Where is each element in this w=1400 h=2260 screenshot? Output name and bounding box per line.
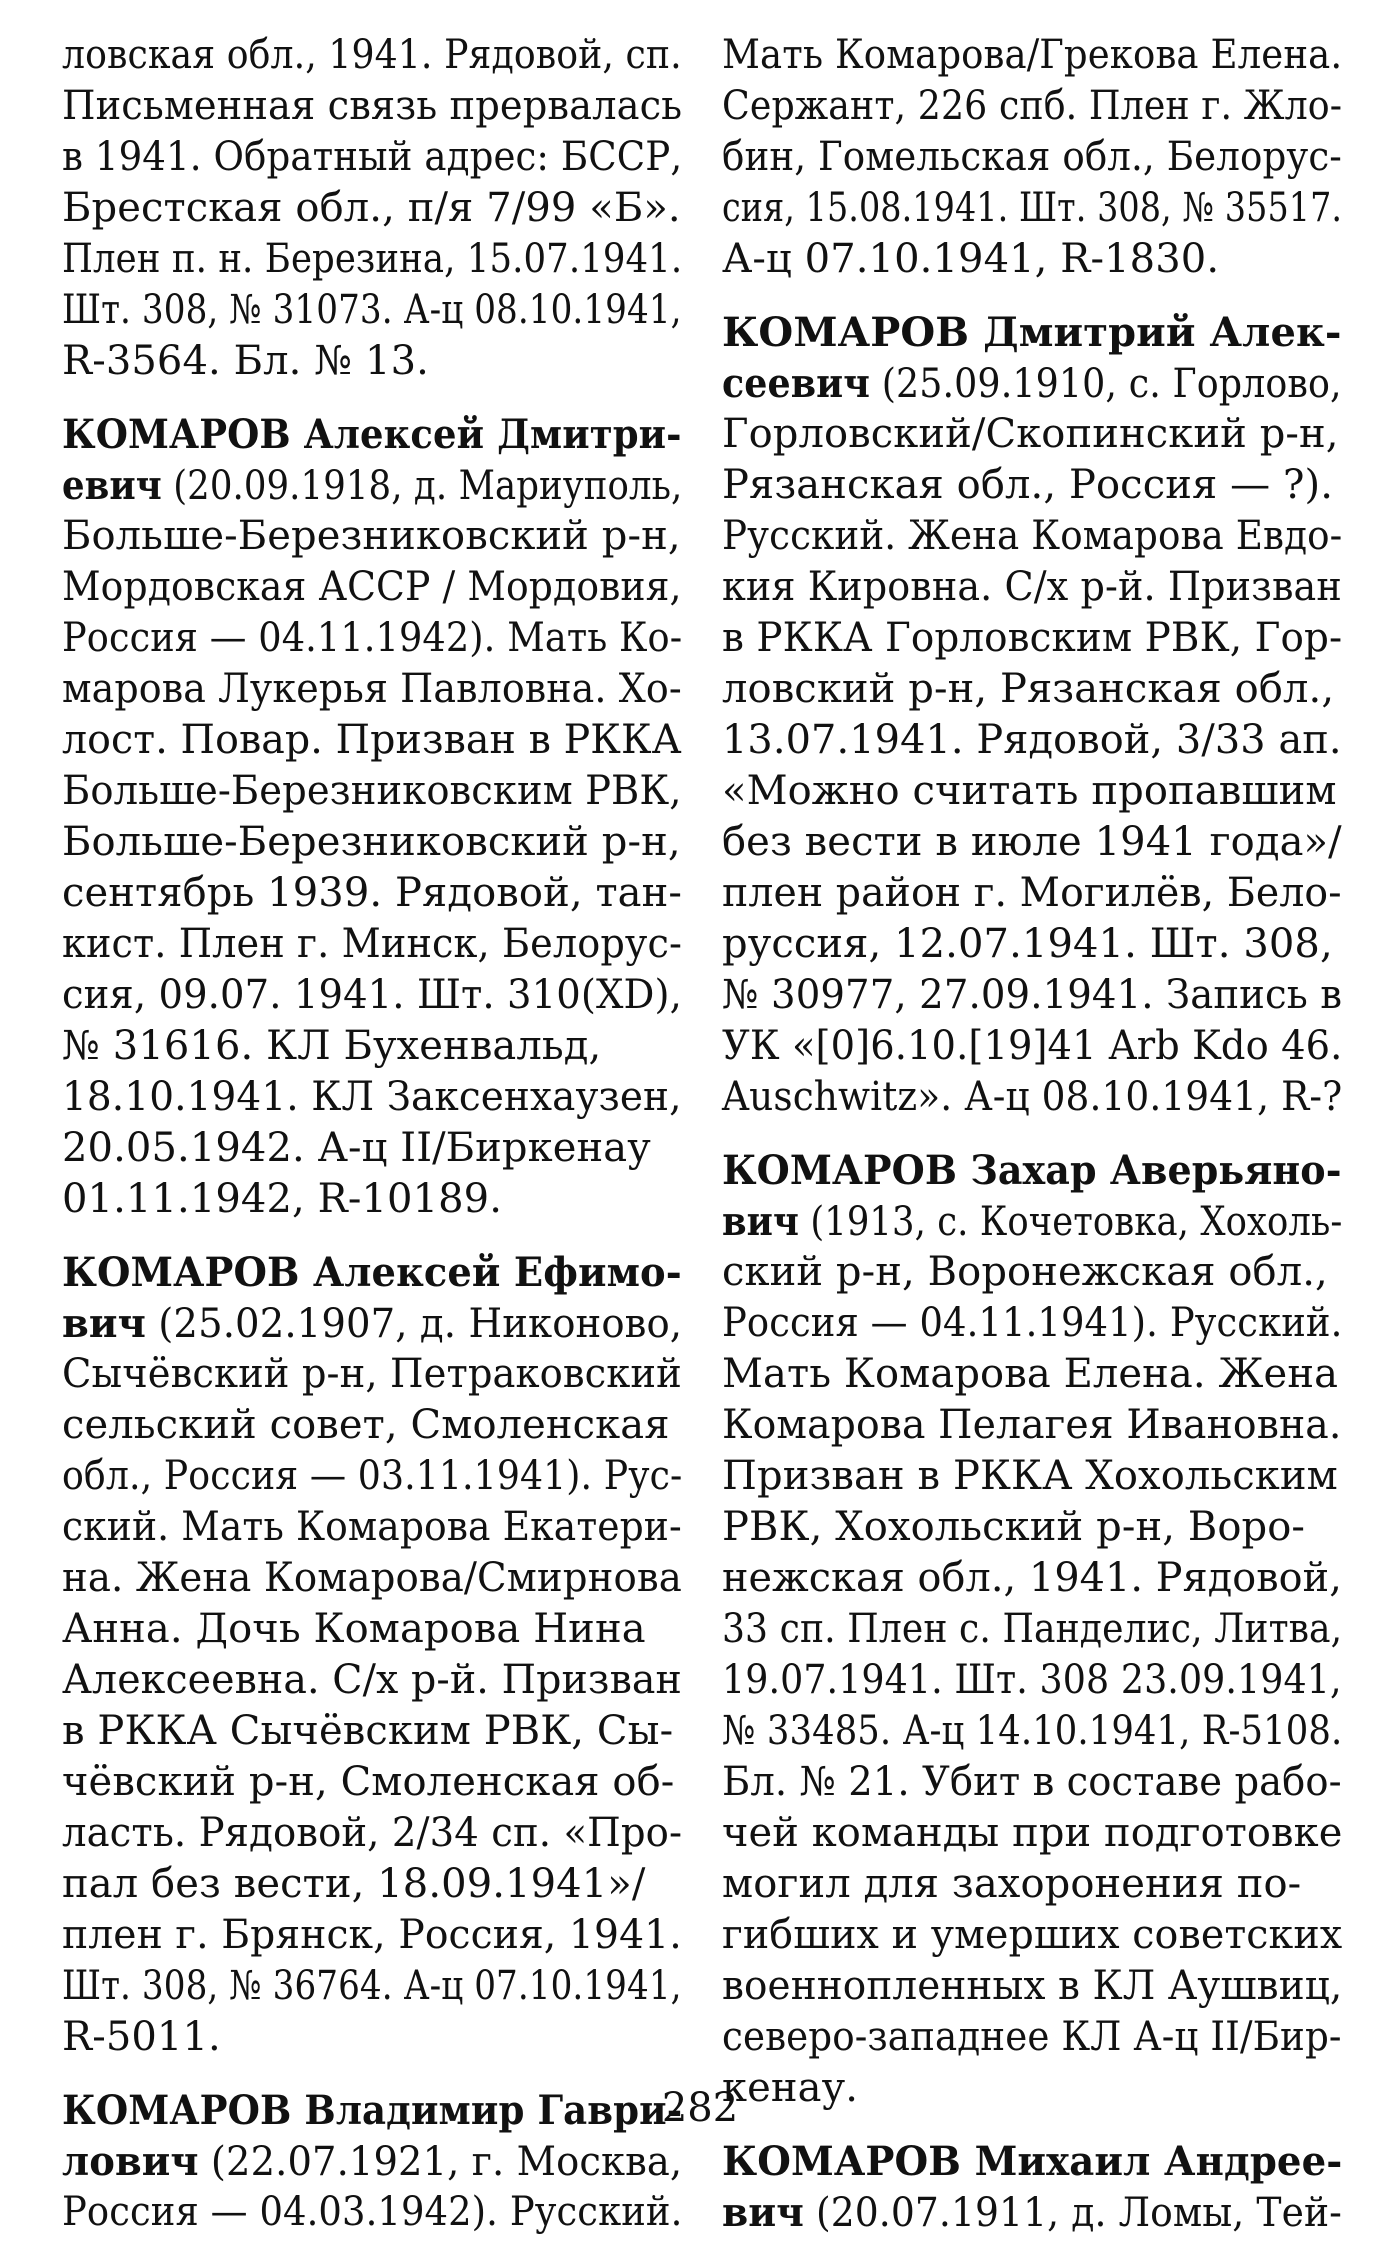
text-line (62, 970, 682, 1021)
entry-text: плен г. Брянск, Россия, 1941. (62, 1912, 682, 1958)
entry-text: ский. Мать Комарова Екатери- (62, 1504, 682, 1550)
entry-text: Мать Комарова/Грекова Елена. (722, 32, 1343, 78)
entry-text: Россия — 04.03.1942). Русский. (62, 2189, 683, 2235)
text-line (722, 1349, 1342, 1400)
entry-text: (20.09.1918, д. Мариуполь, (161, 463, 683, 509)
text-line (62, 1655, 682, 1706)
entry-heading: лович (62, 2138, 199, 2185)
text-line (62, 285, 682, 336)
entry-text: сентябрь 1939. Рядовой, тан- (62, 870, 683, 916)
text-line (62, 1298, 683, 1349)
entry-text: (20.07.1911, д. Ломы, Тей- (803, 2190, 1342, 2236)
biography-entry (62, 1247, 682, 2063)
entry-text: Больше-Березниковский р-н, (62, 819, 681, 865)
entry-text: сия, 09.07. 1941. Шт. 310(XD), (62, 972, 682, 1018)
entry-heading: КОМАРОВ Дмитрий Алек- (722, 309, 1342, 356)
text-line (62, 1961, 682, 2012)
text-line (722, 1859, 1342, 1910)
entry-text: 01.11.1942, R-10189. (62, 1176, 503, 1222)
text-line (722, 1604, 1343, 1655)
biography-entry (722, 307, 1342, 1123)
text-line (62, 1072, 682, 1123)
text-line (722, 1400, 1342, 1451)
entry-text: «Можно считать пропавшим (722, 768, 1337, 814)
entry-text: без вести в июле 1941 года»/ (722, 819, 1342, 865)
text-line (722, 715, 1342, 766)
entry-text: (22.07.1921, г. Москва, (198, 2139, 683, 2185)
entry-text: кия Кировна. С/х р-й. Призван (722, 564, 1342, 610)
entry-text: на. Жена Комарова/Смирнова (62, 1555, 682, 1601)
entry-heading: КОМАРОВ Владимир Гаври- (62, 2087, 683, 2134)
text-line (722, 409, 1342, 460)
text-line (62, 1859, 682, 1910)
text-line (62, 817, 682, 868)
entry-text: А-ц 07.10.1941, R-1830. (722, 236, 1220, 282)
entry-text: Алексеевна. С/х р-й. Призван (62, 1657, 682, 1703)
text-line (722, 1298, 1343, 1349)
entry-text: Сычёвский р-н, Петраковский (62, 1351, 682, 1397)
text-line (722, 81, 1343, 132)
biography-entry (62, 409, 682, 1225)
entry-text: чей команды при подготовке (722, 1810, 1343, 1856)
text-line (722, 234, 1342, 285)
entry-heading: вич (722, 2189, 804, 2236)
entry-heading: сеевич (722, 360, 871, 407)
text-line (722, 132, 1342, 183)
text-line (722, 307, 1341, 358)
text-line (62, 183, 682, 234)
text-line (722, 511, 1343, 562)
text-line (62, 336, 682, 387)
text-line (62, 562, 682, 613)
text-line (62, 715, 682, 766)
entry-text: обл., Россия — 03.11.1941). Рус- (62, 1453, 683, 1499)
text-line (62, 81, 683, 132)
text-line (722, 1072, 1343, 1123)
text-line (62, 511, 682, 562)
text-line (62, 1910, 682, 1961)
text-line (62, 1021, 682, 1072)
text-line (62, 1502, 682, 1553)
entry-text: Auschwitz». А-ц 08.10.1941, R-? (722, 1074, 1343, 1120)
text-line (62, 409, 682, 460)
entry-text: ловский р-н, Рязанская обл., (722, 666, 1335, 712)
text-line (722, 868, 1342, 919)
text-line (62, 2012, 682, 2063)
text-line (722, 358, 1342, 409)
entry-text: R-5011. (62, 2014, 221, 2060)
biography-entry (722, 30, 1342, 285)
entry-text: Анна. Дочь Комарова Нина (62, 1606, 646, 1652)
text-line (62, 664, 682, 715)
text-line (722, 817, 1342, 868)
text-line (722, 1196, 1343, 1247)
entry-text: Сержант, 226 спб. Плен г. Жло- (722, 83, 1343, 129)
text-line (62, 1451, 683, 1502)
text-line (62, 234, 683, 285)
text-line (722, 919, 1342, 970)
entry-heading: евич (62, 462, 162, 509)
entry-heading: КОМАРОВ Михаил Андрее- (722, 2138, 1343, 2185)
entry-text: марова Лукерья Павловна. Хо- (62, 666, 682, 712)
biography-entry (722, 2136, 1342, 2238)
entry-text: ласть. Рядовой, 2/34 сп. «Про- (62, 1810, 683, 1856)
text-line (62, 1553, 682, 1604)
entry-text: в РККА Горловским РВК, Гор- (722, 615, 1343, 661)
entry-text: Больше-Березниковский р-н, (62, 513, 681, 559)
entry-text: Рязанская обл., Россия — ?). (722, 462, 1334, 508)
entry-text: (25.02.1907, д. Никоново, (145, 1301, 683, 1347)
entry-text: 19.07.1941. Шт. 308 23.09.1941, (722, 1657, 1342, 1703)
entry-text: Комарова Пелагея Ивановна. (722, 1402, 1342, 1448)
entry-text: Мордовская АССР / Мордовия, (62, 564, 682, 610)
entry-text: пал без вести, 18.09.1941»/ (62, 1861, 646, 1907)
entry-text: Мать Комарова Елена. Жена (722, 1351, 1339, 1397)
entry-text: 13.07.1941. Рядовой, 3/33 ап. (722, 717, 1342, 763)
right-column (722, 30, 1342, 2260)
entry-text: Письменная связь прервалась (62, 83, 683, 129)
text-line (722, 562, 1342, 613)
entry-text: (1913, с. Кочетовка, Хохоль- (798, 1199, 1343, 1245)
entry-text: Брестская обл., п/я 7/99 «Б». (62, 185, 681, 231)
entry-heading: КОМАРОВ Захар Аверьяно- (722, 1147, 1342, 1194)
text-line (62, 460, 683, 511)
text-line (62, 1604, 682, 1655)
entry-text: северо-западнее КЛ А-ц II/Бир- (722, 2014, 1342, 2060)
text-line (722, 2187, 1342, 2238)
text-line (62, 1123, 682, 1174)
entry-text: в РККА Сычёвским РВК, Сы- (62, 1708, 674, 1754)
text-line (62, 1349, 682, 1400)
entry-text: кист. Плен г. Минск, Белорус- (62, 921, 682, 967)
text-line (722, 1502, 1342, 1553)
entry-text: Россия — 04.11.1941). Русский. (722, 1300, 1343, 1346)
text-line (722, 1145, 1342, 1196)
entry-text: кенау. (722, 2065, 859, 2111)
text-line (722, 1808, 1341, 1859)
text-line (62, 1757, 682, 1808)
entry-heading: вич (722, 1198, 799, 1245)
entry-text: Русский. Жена Комарова Евдо- (722, 513, 1343, 559)
entry-text: сия, 15.08.1941. Шт. 308, № 35517. (722, 185, 1343, 231)
text-line (722, 1910, 1343, 1961)
entry-text: ловская обл., 1941. Рядовой, сп. (62, 32, 682, 78)
page-number: 282 (661, 2085, 739, 2131)
text-line (722, 183, 1343, 234)
text-line (62, 2136, 683, 2187)
text-line (62, 30, 682, 81)
text-line (62, 613, 683, 664)
entry-text: Россия — 04.11.1942). Мать Ко- (62, 615, 683, 661)
text-line (722, 30, 1343, 81)
text-line (62, 1706, 682, 1757)
text-line (722, 970, 1343, 1021)
text-line (62, 1174, 682, 1225)
entry-text: сельский совет, Смоленская (62, 1402, 670, 1448)
entry-text: чёвский р-н, Смоленская об- (62, 1759, 675, 1805)
entry-text: № 33485. А-ц 14.10.1941, R-5108. (722, 1708, 1343, 1754)
entry-text: № 30977, 27.09.1941. Запись в (722, 972, 1343, 1018)
entry-heading: КОМАРОВ Алексей Ефимо- (62, 1249, 682, 1296)
entry-text: Шт. 308, № 31073. А-ц 08.10.1941, (62, 287, 682, 333)
text-line (62, 132, 683, 183)
text-line (722, 1706, 1343, 1757)
entry-text: R-3564. Бл. № 13. (62, 338, 429, 384)
entry-text: ский р-н, Воронежская обл., (722, 1249, 1328, 1295)
text-line (62, 1247, 682, 1298)
text-line (722, 1553, 1342, 1604)
text-line (62, 919, 682, 970)
text-line (722, 1451, 1342, 1502)
entry-text: Больше-Березниковским РВК, (62, 768, 682, 814)
text-line (62, 2187, 683, 2238)
text-line (722, 2136, 1343, 2187)
left-column (62, 30, 682, 2260)
entry-text: в 1941. Обратный адрес: БССР, (62, 134, 683, 180)
entry-text: Плен п. н. Березина, 15.07.1941. (62, 236, 683, 282)
text-line (722, 1757, 1342, 1808)
entry-text: Шт. 308, № 36764. А-ц 07.10.1941, (62, 1963, 682, 2009)
text-line (722, 2012, 1342, 2063)
biography-entry (62, 30, 682, 387)
text-line (722, 460, 1342, 511)
text-line (62, 868, 682, 919)
text-line (722, 664, 1342, 715)
entry-text: могил для захоронения по- (722, 1861, 1302, 1907)
entry-text: № 31616. КЛ Бухенвальд, (62, 1023, 602, 1069)
entry-text: Призван в РККА Хохольским (722, 1453, 1338, 1499)
entry-text: плен район г. Могилёв, Бело- (722, 870, 1342, 916)
text-line (722, 1247, 1342, 1298)
entry-text: бин, Гомельская обл., Белорус- (722, 134, 1342, 180)
entry-text: 33 сп. Плен с. Панделис, Литва, (722, 1606, 1343, 1652)
text-line (62, 1808, 683, 1859)
text-line (722, 1961, 1343, 2012)
biography-entry (722, 1145, 1342, 2114)
entry-text: 18.10.1941. КЛ Заксенхаузен, (62, 1074, 682, 1120)
entry-text: гибших и умерших советских (722, 1912, 1343, 1958)
entry-text: Горловский/Скопинский р-н, (722, 411, 1339, 457)
entry-text: нежская обл., 1941. Рядовой, (722, 1555, 1342, 1601)
text-line (722, 766, 1342, 817)
entry-text: лост. Повар. Призван в РККА (62, 717, 682, 763)
entry-text: УК «[0]6.10.[19]41 Arb Kdo 46. (722, 1023, 1343, 1069)
entry-text: РВК, Хохольский р-н, Воро- (722, 1504, 1306, 1550)
entry-heading: КОМАРОВ Алексей Дмитри- (62, 411, 682, 458)
entry-text: руссия, 12.07.1941. Шт. 308, (722, 921, 1333, 967)
text-line (722, 1021, 1343, 1072)
entry-text: 20.05.1942. А-ц II/Биркенау (62, 1125, 651, 1171)
text-line (722, 1655, 1342, 1706)
entry-text: (25.09.1910, с. Горлово, (870, 361, 1342, 407)
text-line (62, 1400, 682, 1451)
entry-text: Бл. № 21. Убит в составе рабо- (722, 1759, 1342, 1805)
entry-heading: вич (62, 1300, 146, 1347)
text-line (722, 613, 1343, 664)
text-line (62, 766, 682, 817)
entry-text: военнопленных в КЛ Аушвиц, (722, 1963, 1343, 2009)
